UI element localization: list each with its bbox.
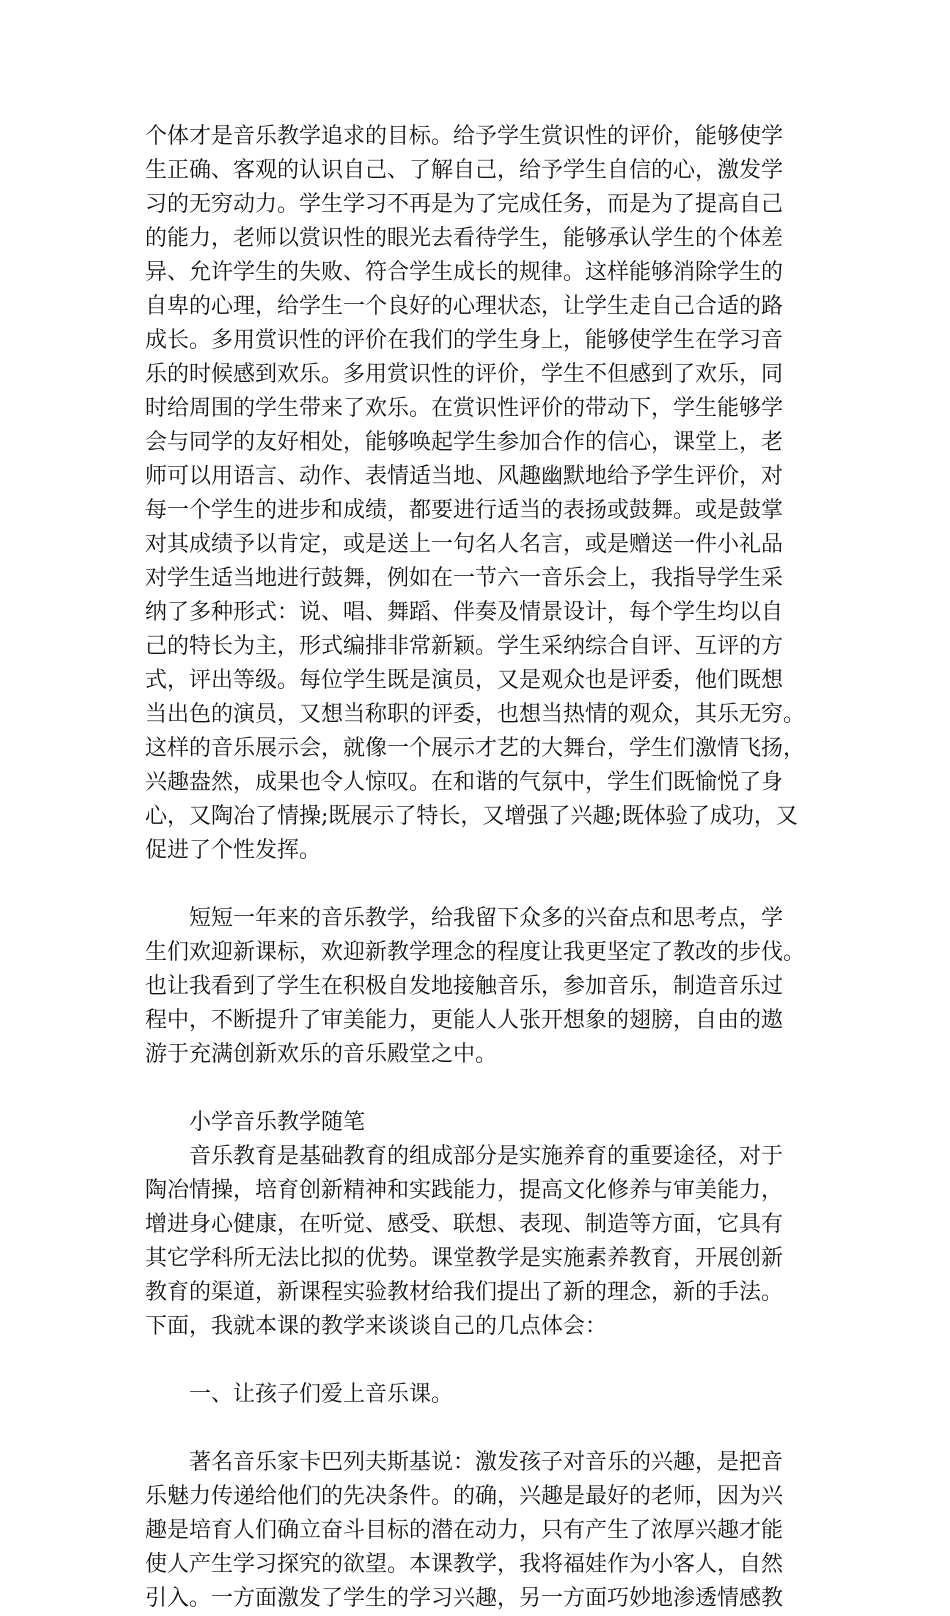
text-line: 心，又陶冶了情操;既展示了特长，又增强了兴趣;既体验了成功，又 xyxy=(145,804,798,829)
text-line: 著名音乐家卡巴列夫斯基说：激发孩子对音乐的兴趣，是把音 xyxy=(145,1450,784,1475)
text-line: 这样的音乐展示会，就像一个展示才艺的大舞台，学生们激情飞扬， xyxy=(145,736,806,761)
text-line: 增进身心健康，在听觉、感受、联想、表现、制造等方面，它具有 xyxy=(145,1212,784,1237)
paragraph xyxy=(145,902,805,1072)
text-column xyxy=(145,120,805,1616)
text-line: 其它学科所无法比拟的优势。课堂教学是实施素养教育，开展创新 xyxy=(145,1246,784,1271)
paragraph xyxy=(145,1446,805,1616)
text-line: 个体才是音乐教学追求的目标。给予学生赏识性的评价，能够使学 xyxy=(145,124,784,149)
paragraph-gap xyxy=(145,1072,805,1106)
text-line: 自卑的心理，给学生一个良好的心理状态，让学生走自己合适的路 xyxy=(145,294,784,319)
text-line: 使人产生学习探究的欲望。本课教学，我将福娃作为小客人，自然 xyxy=(145,1552,784,1577)
text-line: 对学生适当地进行鼓舞，例如在一节六一音乐会上，我指导学生采 xyxy=(145,566,784,591)
text-line: 生正确、客观的认识自己、了解自己，给予学生自信的心，激发学 xyxy=(145,158,784,183)
text-line: 习的无穷动力。学生学习不再是为了完成任务，而是为了提高自己 xyxy=(145,192,784,217)
text-line: 趣是培育人们确立奋斗目标的潜在动力，只有产生了浓厚兴趣才能 xyxy=(145,1518,784,1543)
text-line: 异、允许学生的失败、符合学生成长的规律。这样能够消除学生的 xyxy=(145,260,784,285)
text-line: 生们欢迎新课标，欢迎新教学理念的程度让我更坚定了教改的步伐。 xyxy=(145,940,806,965)
paragraph-gap xyxy=(145,1412,805,1446)
text-line: 也让我看到了学生在积极自发地接触音乐，参加音乐，制造音乐过 xyxy=(145,974,784,999)
text-line: 程中，不断提升了审美能力，更能人人张开想象的翅膀，自由的遨 xyxy=(145,1008,784,1033)
text-line: 下面，我就本课的教学来谈谈自己的几点体会： xyxy=(145,1314,608,1339)
text-line: 式，评出等级。每位学生既是演员，又是观众也是评委，他们既想 xyxy=(145,668,784,693)
text-line: 小学音乐教学随笔 xyxy=(145,1110,366,1135)
text-line: 当出色的演员，又想当称职的评委，也想当热情的观众，其乐无穷。 xyxy=(145,702,806,727)
text-line: 陶冶情操，培育创新精神和实践能力，提高文化修养与审美能力， xyxy=(145,1178,784,1203)
paragraph-gap xyxy=(145,1344,805,1378)
text-line: 成长。多用赏识性的评价在我们的学生身上，能够使学生在学习音 xyxy=(145,328,784,353)
text-line: 对其成绩予以肯定，或是送上一句名人名言，或是赠送一件小礼品 xyxy=(145,532,784,557)
text-line: 教育的渠道，新课程实验教材给我们提出了新的理念，新的手法。 xyxy=(145,1280,784,1305)
paragraph xyxy=(145,1106,805,1344)
text-line: 音乐教育是基础教育的组成部分是实施养育的重要途径，对于 xyxy=(145,1144,784,1169)
text-line: 乐魅力传递给他们的先决条件。的确，兴趣是最好的老师，因为兴 xyxy=(145,1484,784,1509)
text-line: 促进了个性发挥。 xyxy=(145,838,322,863)
paragraph xyxy=(145,120,805,868)
text-line: 己的特长为主，形式编排非常新颖。学生采纳综合自评、互评的方 xyxy=(145,634,784,659)
text-line: 短短一年来的音乐教学，给我留下众多的兴奋点和思考点，学 xyxy=(145,906,784,931)
text-line: 会与同学的友好相处，能够唤起学生参加合作的信心，课堂上，老 xyxy=(145,430,784,455)
text-line: 的能力，老师以赏识性的眼光去看待学生，能够承认学生的个体差 xyxy=(145,226,784,251)
paragraph-gap xyxy=(145,868,805,902)
text-line: 乐的时候感到欢乐。多用赏识性的评价，学生不但感到了欢乐，同 xyxy=(145,362,784,387)
text-line: 时给周围的学生带来了欢乐。在赏识性评价的带动下，学生能够学 xyxy=(145,396,784,421)
text-line: 一、让孩子们爱上音乐课。 xyxy=(145,1382,454,1407)
text-line: 每一个学生的进步和成绩，都要进行适当的表扬或鼓舞。或是鼓掌 xyxy=(145,498,784,523)
text-line: 游于充满创新欢乐的音乐殿堂之中。 xyxy=(145,1042,498,1067)
text-line: 引入。一方面激发了学生的学习兴趣，另一方面巧妙地渗透情感教 xyxy=(145,1586,784,1611)
paragraph xyxy=(145,1378,805,1412)
text-line: 兴趣盎然，成果也令人惊叹。在和谐的气氛中，学生们既愉悦了身 xyxy=(145,770,784,795)
text-line: 师可以用语言、动作、表情适当地、风趣幽默地给予学生评价，对 xyxy=(145,464,784,489)
text-line: 纳了多种形式：说、唱、舞蹈、伴奏及情景设计，每个学生均以自 xyxy=(145,600,784,625)
